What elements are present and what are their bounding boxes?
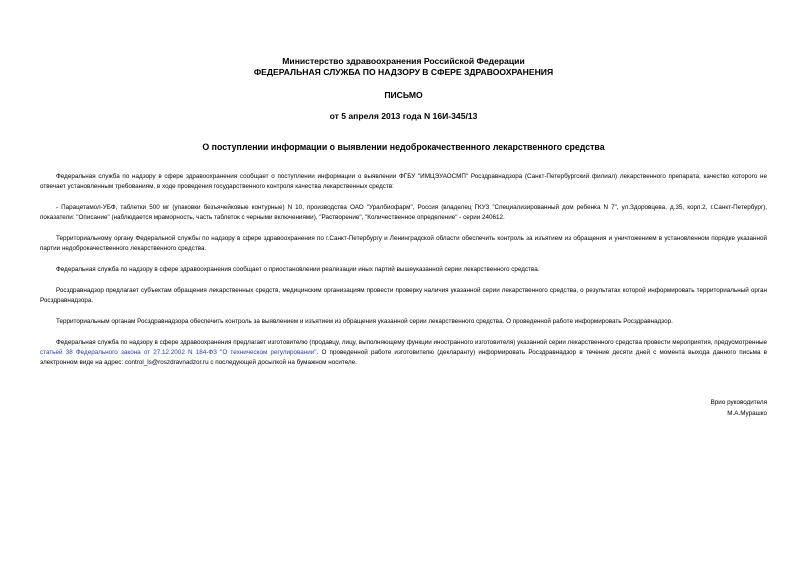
paragraph-7 [40, 338, 767, 367]
paragraph-6: Территориальным органам Росздравнадзора обеспечить контроль за выявлением и изъятием из обращения указанной серии лекарственного средства. О проведенной работе информировать Росздравнадзор. [56, 318, 673, 325]
document-type: ПИСЬМО [384, 90, 423, 100]
paragraph-3: Территориальному органу Федеральной службы по надзору в сфере здравоохранения по г.Санкт-Петербургу и Ленинградской области обеспечить контроль за изъятием из обращения и уничтожением в установленном порядке указанной партии недоброкачественного лекарственного средства. [40, 235, 767, 252]
paragraph-4: Федеральная служба по надзору в сфере здравоохранения сообщает о приостановлении реализации иных партий вышеуказанной серии лекарственного средства. [56, 266, 540, 273]
paragraph-7-text-before: Федеральная служба по надзору в сфере здравоохранения предлагает изготовителю (продавцу, лицу, выполняющему функции иностранного изготовителя) указанной серии лекарственного средства провести мероприятия, предусмотренные [56, 339, 767, 346]
law-reference-link[interactable]: статьей 38 Федерального закона от 27.12.2002 N 184-ФЗ "О техническом регулировании" [40, 348, 317, 356]
paragraph-5: Росздравнадзор предлагает субъектам обращения лекарственных средств, медицинским организациям провести проверку наличия указанной серии лекарственного средства, о результатах которой информировать территориальный орган Росздравнадзора. [40, 287, 767, 304]
paragraph-7-text-after: . О проведенной работе изготовителю (декларанту) информировать Росздравнадзор в течение десяти дней с момента выхода данного письма в электронном виде на адрес: control_ls@roszdravnadzor.ru с последующей досылкой на бумажном носителе. [40, 348, 767, 366]
service-name: ФЕДЕРАЛЬНАЯ СЛУЖБА ПО НАДЗОРУ В СФЕРЕ ЗДРАВООХРАНЕНИЯ [253, 67, 554, 77]
paragraph-2: - Парацетамол-УБФ, таблетки 500 мг (упаковки безъячейковые контурные) N 10, производства ОАО "Уралбиофарм", Россия (владелец ГКУЗ "Специализированный дом ребенка N 7", ул.Здоровцева, д.35, корп.2, г.Санкт-Петербург), показатели: "Описание" (наблюдается мраморность, часть таблеток с черными включениями), "Растворение", "Количественное определение" - серии 240612. [40, 204, 767, 221]
paragraph-1: Федеральная служба по надзору в сфере здравоохранения сообщает о поступлении информации о выявлении ФГБУ "ИМЦЭУАОСМП" Росздравнадзора (Санкт-Петербургский филиал) лекарственного препарата, качество которого не отвечает установленным требованиям, в ходе проведения государственного контроля качества лекарственных средств: [40, 173, 767, 190]
signatory-title: Врио руководителя [710, 399, 767, 406]
document-subject: О поступлении информации о выявлении недоброкачественного лекарственного средства [202, 142, 605, 152]
ministry-name: Министерство здравоохранения Российской Федерации [282, 56, 525, 66]
signatory-name: М.А.Мурашко [727, 410, 767, 417]
document-date-number: от 5 апреля 2013 года N 16И-345/13 [329, 111, 478, 121]
